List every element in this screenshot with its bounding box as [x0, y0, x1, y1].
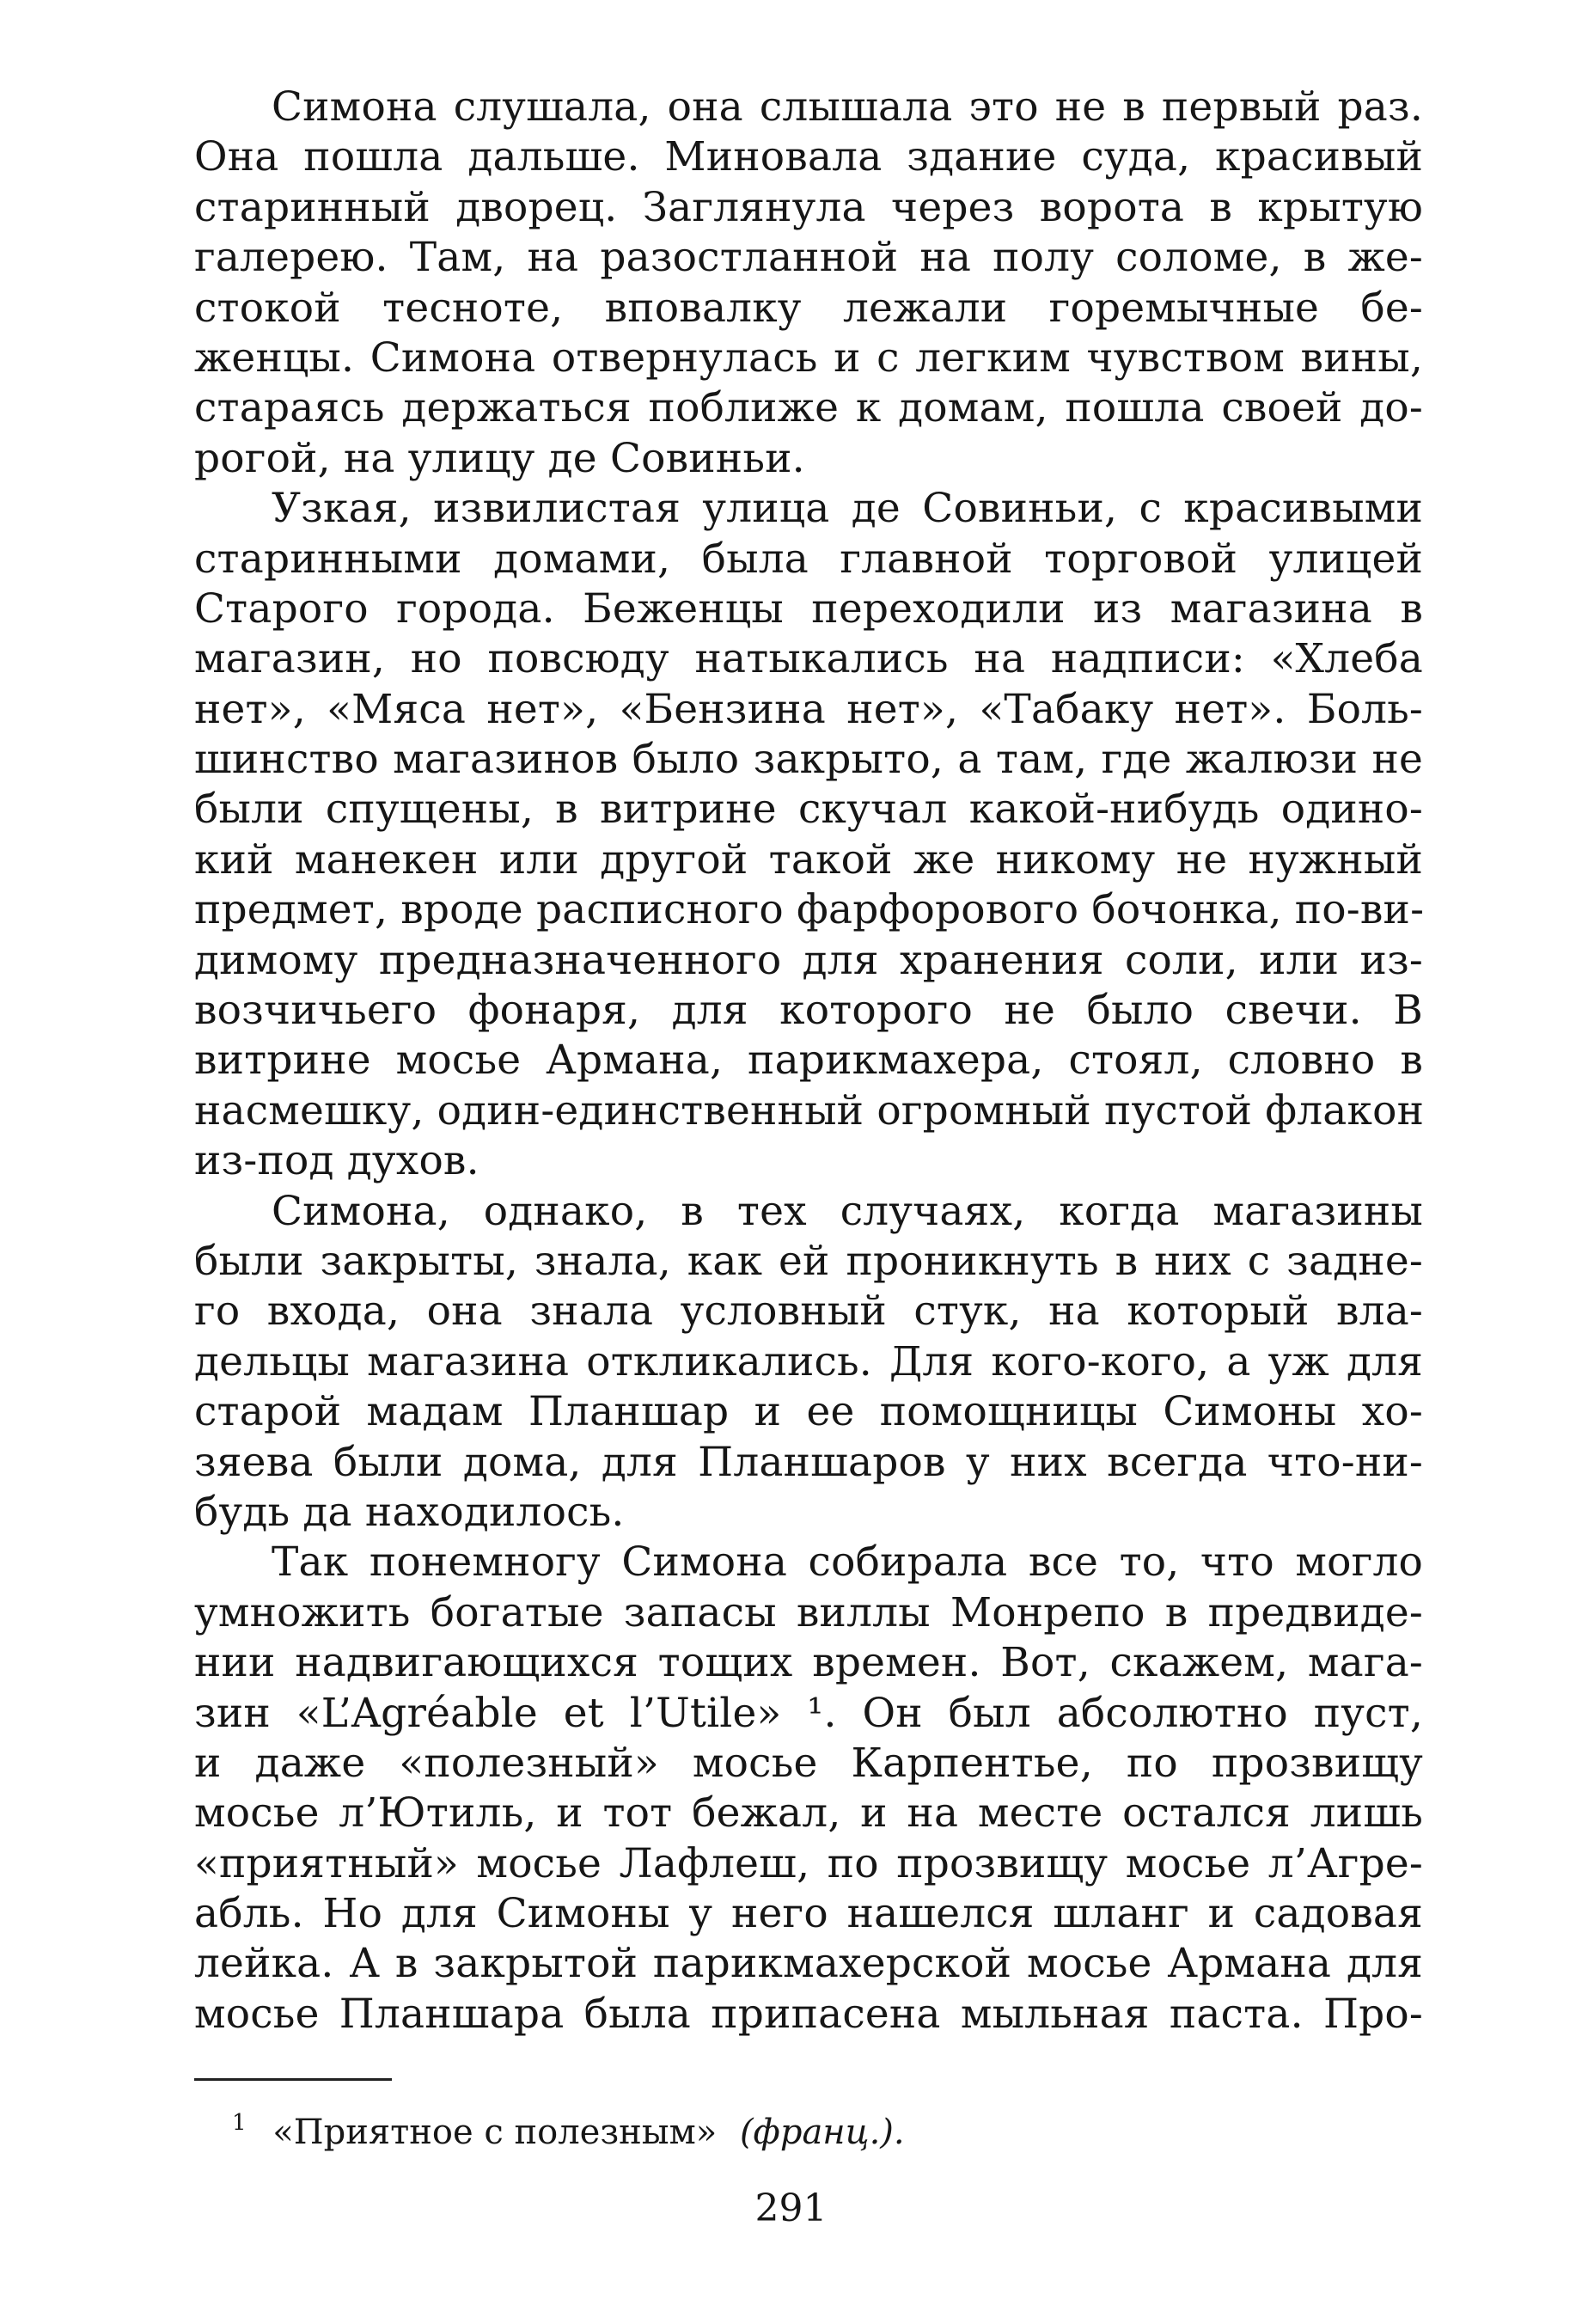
text-line: мосье Планшара была припасена мыльная паста. Про-	[194, 1990, 1423, 2038]
text-line: зин «L’Agréable et l’Utile» ¹. Он был абсолютно пуст,	[194, 1689, 1423, 1737]
text-line: го входа, она знала условный стук, на который вла-	[194, 1287, 1423, 1336]
text-line: старинными домами, была главной торговой улицей	[194, 535, 1423, 583]
text-line: насмешку, один-единственный огромный пустой флакон	[194, 1086, 1425, 1134]
text-line: Она пошла дальше. Миновала здание суда, красивый	[194, 133, 1423, 181]
text-line: мосье л’Ютиль, и тот бежал, и на месте остался лишь	[194, 1789, 1423, 1838]
text-line: предмет, вроде расписного фарфорового бочонка, по-ви-	[194, 886, 1425, 934]
text-line: магазин, но повсюду натыкались на надписи: «Хлеба	[194, 635, 1423, 683]
text-line: стокой тесноте, вповалку лежали горемычные бе-	[194, 284, 1423, 332]
footnote-text: «Приятное с полезным»	[272, 2113, 718, 2152]
text-line: витрине мосье Армана, парикмахера, стоял, словно в	[194, 1037, 1423, 1085]
footnote	[232, 2097, 905, 2158]
text-line: дельцы магазина откликались. Для кого-кого, а уж для	[194, 1337, 1423, 1385]
text-line: рогой, на улицу де Совиньи.	[194, 434, 805, 482]
text-line: лейка. А в закрытой парикмахерской мосье Армана для	[194, 1940, 1423, 1988]
text-line: были спущены, в витрине скучал какой-нибудь одино-	[194, 786, 1423, 834]
text-line: Симона, однако, в тех случаях, когда магазины	[272, 1187, 1423, 1235]
text-line: старой мадам Планшар и ее помощницы Симоны хо-	[194, 1388, 1423, 1436]
text-column	[194, 83, 1423, 2040]
text-line: возчичьего фонаря, для которого не было свечи. В	[194, 987, 1423, 1035]
text-line: умножить богатые запасы виллы Монрепо в предвиде-	[194, 1588, 1423, 1636]
text-line: шинство магазинов было закрыто, а там, где жалюзи не	[194, 736, 1423, 784]
footnote-language-note: (франц.).	[739, 2113, 905, 2152]
text-line: галерею. Там, на разостланной на полу соломе, в же-	[194, 234, 1423, 282]
footnote-marker: 1	[232, 2110, 247, 2136]
paragraph-1	[194, 83, 1423, 484]
paragraph-2	[194, 484, 1423, 1186]
text-line: Так понемногу Симона собирала все то, что могло	[272, 1538, 1423, 1587]
paragraph-3	[194, 1187, 1423, 1538]
text-line: Узкая, извилистая улица де Совиньи, с красивыми	[272, 485, 1423, 533]
text-line: и даже «полезный» мосье Карпентье, по прозвищу	[194, 1739, 1423, 1787]
text-line: «приятный» мосье Лафлеш, по прозвищу мосье л’Агре-	[194, 1839, 1423, 1887]
text-line: нет», «Мяса нет», «Бензина нет», «Табаку нет». Боль-	[194, 685, 1423, 733]
text-line: димому предназначенного для хранения соли, или из-	[194, 936, 1423, 984]
text-line: стараясь держаться поближе к домам, пошла своей до-	[194, 384, 1423, 432]
text-line: будь да находилось.	[194, 1488, 625, 1536]
text-line: женцы. Симона отвернулась и с легким чувством вины,	[194, 333, 1423, 382]
text-line: зяева были дома, для Планшаров у них всегда что-ни-	[194, 1438, 1423, 1486]
text-line: из-под духов.	[194, 1137, 479, 1185]
page-number: 291	[754, 2186, 828, 2230]
text-line: Симона слушала, она слышала это не в первый раз.	[272, 83, 1423, 131]
text-line: кий манекен или другой такой же никому не нужный	[194, 835, 1423, 884]
text-line: старинный дворец. Заглянула через ворота в крытую	[194, 183, 1423, 231]
footnote-divider	[194, 2078, 392, 2081]
text-line: абль. Но для Симоны у него нашелся шланг и садовая	[194, 1890, 1423, 1938]
text-line: нии надвигающихся тощих времен. Вот, скажем, мага-	[194, 1639, 1423, 1687]
text-line: были закрыты, знала, как ей проникнуть в них с задне-	[194, 1237, 1423, 1285]
text-line: Старого города. Беженцы переходили из магазина в	[194, 584, 1423, 633]
paragraph-4	[194, 1538, 1423, 2040]
